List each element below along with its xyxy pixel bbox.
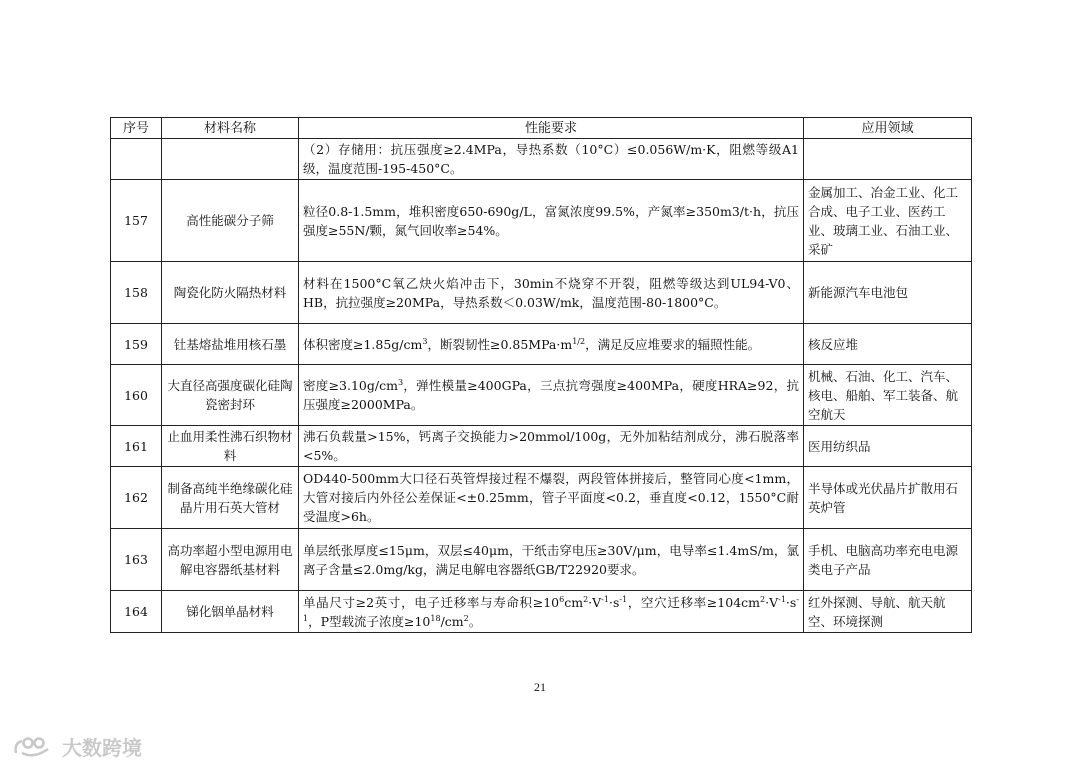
table-row <box>111 467 972 529</box>
row-performance: 体积密度$\ge 1.85g/cm^3$，断裂韧性$\ge 0.85MPa\cdot m^{1/2}$，满足反应堆要求的辐照性能。 <box>299 324 804 365</box>
row-performance: OD440-500mm大口径石英管焊接过程不爆裂，两段管体拼接后，整管同心度<1mm，大管对接后内外径公差保证<±0.25mm，管子平面度<0.2，垂直度<0.12，1550°C耐受温度>6h。 <box>299 467 804 529</box>
row-no: 160 <box>111 365 162 426</box>
row-performance: 单层纸张厚度≤15μm，双层≤40μm，干纸击穿电压≥30V/μm，电导率≤1.4mS/m，氯离子含量≤2.0mg/kg，满足电解电容器纸GB/T22920要求。 <box>299 529 804 591</box>
row-name: 止血用柔性沸石织物材料 <box>162 426 299 467</box>
header-no: 序号 <box>111 118 162 139</box>
row-application: 新能源汽车电池包 <box>804 262 972 324</box>
table-row <box>111 529 972 591</box>
watermark-logo-icon <box>12 735 56 759</box>
row-name: 高功率超小型电源用电解电容器纸基材料 <box>162 529 299 591</box>
row-name: 制备高纯半绝缘碳化硅晶片用石英大管材 <box>162 467 299 529</box>
row-application <box>804 139 972 180</box>
materials-table <box>110 117 972 633</box>
table-row <box>111 365 972 426</box>
row-name: 大直径高强度碳化硅陶瓷密封环 <box>162 365 299 426</box>
row-application: 核反应堆 <box>804 324 972 365</box>
header-application: 应用领域 <box>804 118 972 139</box>
row-performance: 密度$\ge 3.10g/cm^3$，弹性模量≥400GPa，三点抗弯强度≥400MPa，硬度HRA≥92，抗压强度≥2000MPa。 <box>299 365 804 426</box>
row-name: 钍基熔盐堆用核石墨 <box>162 324 299 365</box>
table-row <box>111 139 972 180</box>
row-performance: （2）存储用：抗压强度≥2.4MPa，导热系数（10°C）≤0.056W/m·K，阻燃等级A1级，温度范围-195-450°C。 <box>299 139 804 180</box>
row-no: 159 <box>111 324 162 365</box>
table-row <box>111 262 972 324</box>
row-no: 161 <box>111 426 162 467</box>
row-application: 手机、电脑高功率充电电源类电子产品 <box>804 529 972 591</box>
row-performance: 粒径0.8-1.5mm，堆积密度650-690g/L，富氮浓度99.5%，产氮率≥350m3/t·h，抗压强度≥55N/颗，氮气回收率≥54%。 <box>299 180 804 262</box>
page-number: 21 <box>534 680 546 694</box>
table-row <box>111 591 972 633</box>
row-performance: 材料在1500°C氧乙炔火焰冲击下，30min不烧穿不开裂，阻燃等级达到UL94-V0、HB，抗拉强度≥20MPa，导热系数＜0.03W/mk，温度范围-80-1800°C。 <box>299 262 804 324</box>
row-name: 锑化铟单晶材料 <box>162 591 299 633</box>
row-no: 157 <box>111 180 162 262</box>
row-application: 医用纺织品 <box>804 426 972 467</box>
row-application: 机械、石油、化工、汽车、核电、船舶、军工装备、航空航天 <box>804 365 972 426</box>
table-row <box>111 180 972 262</box>
row-performance: 单晶尺寸≥2英寸，电子迁移率与寿命积$\ge 10^6cm^2\cdot V^{-1}\cdot s^{-1}$，空穴迁移率$\ge 104cm^2\cdot V^{-1}\cdot s^{-1}$，P型载流子浓度$\ge 10^{18}/cm^2$。 <box>299 591 804 633</box>
header-name: 材料名称 <box>162 118 299 139</box>
row-no: 164 <box>111 591 162 633</box>
row-name: 陶瓷化防火隔热材料 <box>162 262 299 324</box>
row-application: 红外探测、导航、航天航空、环境探测 <box>804 591 972 633</box>
table-row <box>111 426 972 467</box>
row-application: 半导体或光伏晶片扩散用石英炉管 <box>804 467 972 529</box>
watermark-text: 大数跨境 <box>62 736 142 760</box>
row-no: 158 <box>111 262 162 324</box>
row-performance: 沸石负载量>15%，钙离子交换能力>20mmol/100g，无外加粘结剂成分，沸石脱落率<5%。 <box>299 426 804 467</box>
table-row <box>111 324 972 365</box>
row-no: 163 <box>111 529 162 591</box>
row-no: 162 <box>111 467 162 529</box>
row-application: 金属加工、冶金工业、化工合成、电子工业、医药工业、玻璃工业、石油工业、采矿 <box>804 180 972 262</box>
row-name <box>162 139 299 180</box>
row-name: 高性能碳分子筛 <box>162 180 299 262</box>
table-header-row <box>111 118 972 139</box>
row-no <box>111 139 162 180</box>
header-performance: 性能要求 <box>299 118 804 139</box>
watermark <box>12 732 142 761</box>
